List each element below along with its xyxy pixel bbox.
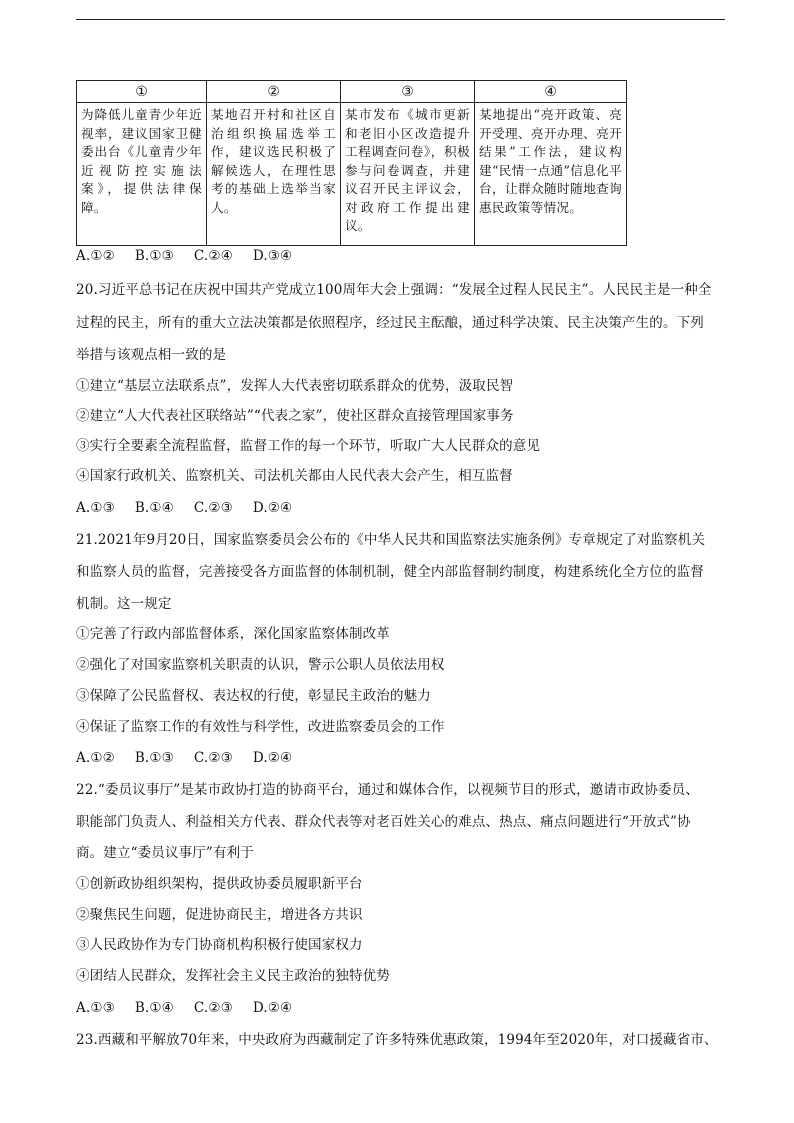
q21-item-1: ①完善了行政内部监督体系，深化国家监察体制改革 — [76, 626, 390, 642]
q21-options — [76, 748, 312, 768]
header-rule — [76, 19, 725, 20]
q22-option-b[interactable]: B.①④ — [134, 1000, 174, 1016]
case-cell-3: 某市发布《城市更新和老旧小区改造提升工程调查问卷》，积极参与问卷调查，并建议召开民主评议会，对政府工作提出建议。 — [341, 103, 475, 246]
q22-option-c[interactable]: C.②③ — [193, 1000, 233, 1016]
case-header-3: ③ — [341, 81, 475, 103]
q20-options — [76, 498, 312, 518]
q21-option-b[interactable]: B.①③ — [134, 750, 174, 766]
q20-stem-line-3: 举措与该观点相一致的是 — [76, 347, 227, 363]
q20-option-b[interactable]: B.①④ — [134, 500, 174, 516]
q20-option-d[interactable]: D.②④ — [252, 500, 293, 516]
case-table-header-row — [77, 81, 627, 103]
case-cell-1: 为降低儿童青少年近视率，建议国家卫健委出台《儿童青少年近视防控实施法案》，提供法律保障。 — [77, 103, 207, 246]
q22-item-2: ②聚焦民生问题，促进协商民主，增进各方共识 — [76, 907, 363, 923]
q21-option-c[interactable]: C.②③ — [193, 750, 233, 766]
q21-item-4: ④保证了监察工作的有效性与科学性，改进监察委员会的工作 — [76, 719, 445, 735]
q21-stem-line-1: 21.2021年9月20日，国家监察委员会公布的《中华人民共和国监察法实施条例》专章规定了对监察机关 — [76, 532, 706, 548]
q20-item-4: ④国家行政机关、监察机关、司法机关都由人民代表大会产生，相互监督 — [76, 468, 513, 484]
q21-stem-line-3: 机制。这一规定 — [76, 596, 172, 612]
case-cell-4: 某地提出“亮开政策、亮开受理、亮开办理、亮开结果”工作法，建议构建“民情一点通”信息化平台，让群众随时随地查询惠民政策等情况。 — [475, 103, 627, 246]
q19-option-b[interactable]: B.①③ — [134, 248, 174, 264]
q19-option-a[interactable]: A.①② — [76, 248, 115, 264]
q20-stem-line-2: 过程的民主，所有的重大立法决策都是依照程序，经过民主酝酿，通过科学决策、民主决策产生的。下列 — [76, 315, 704, 331]
q23-stem-line-1: 23.西藏和平解放70年来，中央政府为西藏制定了许多特殊优惠政策，1994年至2020年，对口援藏省市、 — [76, 1032, 718, 1048]
q20-item-1: ①建立“基层立法联系点”，发挥人大代表密切联系群众的优势，汲取民智 — [76, 378, 514, 394]
q22-stem-line-3: 商。建立“委员议事厅”有利于 — [76, 845, 254, 861]
q20-item-3: ③实行全要素全流程监督，监督工作的每一个环节，听取广大人民群众的意见 — [76, 438, 541, 454]
q22-item-4: ④团结人民群众，发挥社会主义民主政治的独特优势 — [76, 968, 390, 984]
case-table — [76, 80, 627, 246]
case-header-1: ① — [77, 81, 207, 103]
q21-item-3: ③保障了公民监督权、表达权的行使，彰显民主政治的魅力 — [76, 688, 431, 704]
q20-option-a[interactable]: A.①③ — [76, 500, 115, 516]
q21-option-a[interactable]: A.①② — [76, 750, 115, 766]
q22-stem-line-2: 职能部门负责人、利益相关方代表、群众代表等对老百姓关心的难点、热点、痛点问题进行“开放式”协 — [76, 814, 691, 830]
q19-option-d[interactable]: D.③④ — [252, 248, 293, 264]
q21-item-2: ②强化了对国家监察机关职责的认识，警示公职人员依法用权 — [76, 657, 445, 673]
case-header-2: ② — [207, 81, 341, 103]
q20-option-c[interactable]: C.②③ — [193, 500, 233, 516]
case-table-row — [77, 103, 627, 246]
q22-stem-line-1: 22.“委员议事厅”是某市政协打造的协商平台，通过和媒体合作，以视频节目的形式，邀请市政协委员、 — [76, 782, 699, 798]
q22-options — [76, 998, 312, 1018]
q22-option-d[interactable]: D.②④ — [252, 1000, 293, 1016]
case-cell-2: 某地召开村和社区自治组织换届选举工作，建议选民积极了解候选人，在理性思考的基础上选举当家人。 — [207, 103, 341, 246]
case-header-4: ④ — [475, 81, 627, 103]
q20-stem-line-1: 20.习近平总书记在庆祝中国共产党成立100周年大会上强调：“发展全过程人民民主”。人民民主是一种全 — [76, 282, 712, 298]
q19-options — [76, 246, 312, 266]
q20-item-2: ②建立“人大代表社区联络站”“代表之家”，使社区群众直接管理国家事务 — [76, 408, 514, 424]
q22-item-1: ①创新政协组织架构，提供政协委员履职新平台 — [76, 876, 363, 892]
q21-option-d[interactable]: D.②④ — [252, 750, 293, 766]
q19-option-c[interactable]: C.②④ — [193, 248, 233, 264]
q22-item-3: ③人民政协作为专门协商机构积极行使国家权力 — [76, 937, 363, 953]
q22-option-a[interactable]: A.①③ — [76, 1000, 115, 1016]
q21-stem-line-2: 和监察人员的监督，完善接受各方面监督的体制机制，健全内部监督制约制度，构建系统化全方位的监督 — [76, 564, 704, 580]
